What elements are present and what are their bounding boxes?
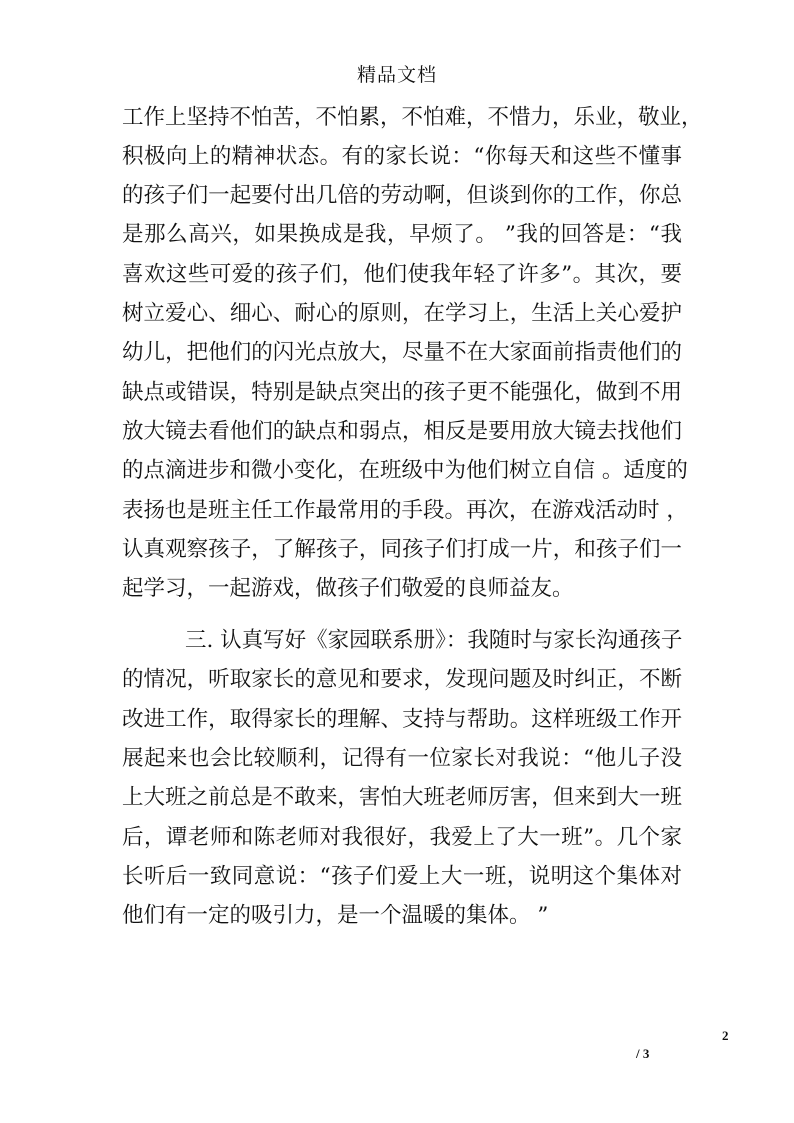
text-line: 后，谭老师和陈老师对我很好，我爱上了大一班”。几个家 — [122, 825, 682, 850]
page-number: 2 — [722, 1028, 729, 1043]
text-line: 喜欢这些可爱的孩子们，他们使我年轻了许多”。其次，要 — [122, 262, 682, 287]
text-line: 的孩子们一起要付出几倍的劳动啊，但谈到你的工作，你总 — [122, 183, 682, 208]
text-line: 积极向上的精神状态。有的家长说：“你每天和这些不懂事 — [122, 144, 682, 169]
page-header-title: 精品文档 — [356, 64, 437, 86]
text-line: 上大班之前总是不敢来，害怕大班老师厉害，但来到大一班 — [122, 785, 682, 810]
text-line: 工作上坚持不怕苦，不怕累，不怕难，不惜力，乐业，敬业， — [122, 105, 703, 130]
page-total: / 3 — [636, 1046, 650, 1061]
text-line: 起学习，一起游戏，做孩子们敬爱的良师益友。 — [122, 576, 574, 601]
text-line: 认真观察孩子，了解孩子，同孩子们打成一片，和孩子们一 — [122, 537, 682, 562]
text-line: 长听后一致同意说：“孩子们爱上大一班，说明这个集体对 — [122, 864, 682, 889]
text-line: 是那么高兴，如果换成是我，早烦了。 ”我的回答是：“我 — [122, 222, 682, 247]
text-line: 改进工作，取得家长的理解、支持与帮助。这样班级工作开 — [122, 707, 682, 732]
text-line: 展起来也会比较顺利，记得有一位家长对我说：“他儿子没 — [122, 746, 682, 771]
text-line: 三. 认真写好《家园联系册》：我随时与家长沟通孩子 — [185, 628, 683, 653]
text-line: 放大镜去看他们的缺点和弱点，相反是要用放大镜去找他们 — [122, 419, 682, 444]
text-line: 的点滴进步和微小变化，在班级中为他们树立自信 。适度的 — [122, 458, 688, 483]
text-line: 幼儿，把他们的闪光点放大，尽量不在大家面前指责他们的 — [122, 340, 682, 365]
text-line: 缺点或错误，特别是缺点突出的孩子更不能强化，做到不用 — [122, 380, 682, 405]
text-line: 他们有一定的吸引力，是一个温暖的集体。 ” — [122, 903, 549, 928]
text-line: 的情况，听取家长的意见和要求，发现问题及时纠正，不断 — [122, 667, 682, 692]
text-line: 表扬也是班主任工作最常用的手段。再次，在游戏活动时 ， — [122, 498, 688, 523]
text-line: 树立爱心、细心、耐心的原则，在学习上，生活上关心爱护 — [122, 301, 682, 326]
